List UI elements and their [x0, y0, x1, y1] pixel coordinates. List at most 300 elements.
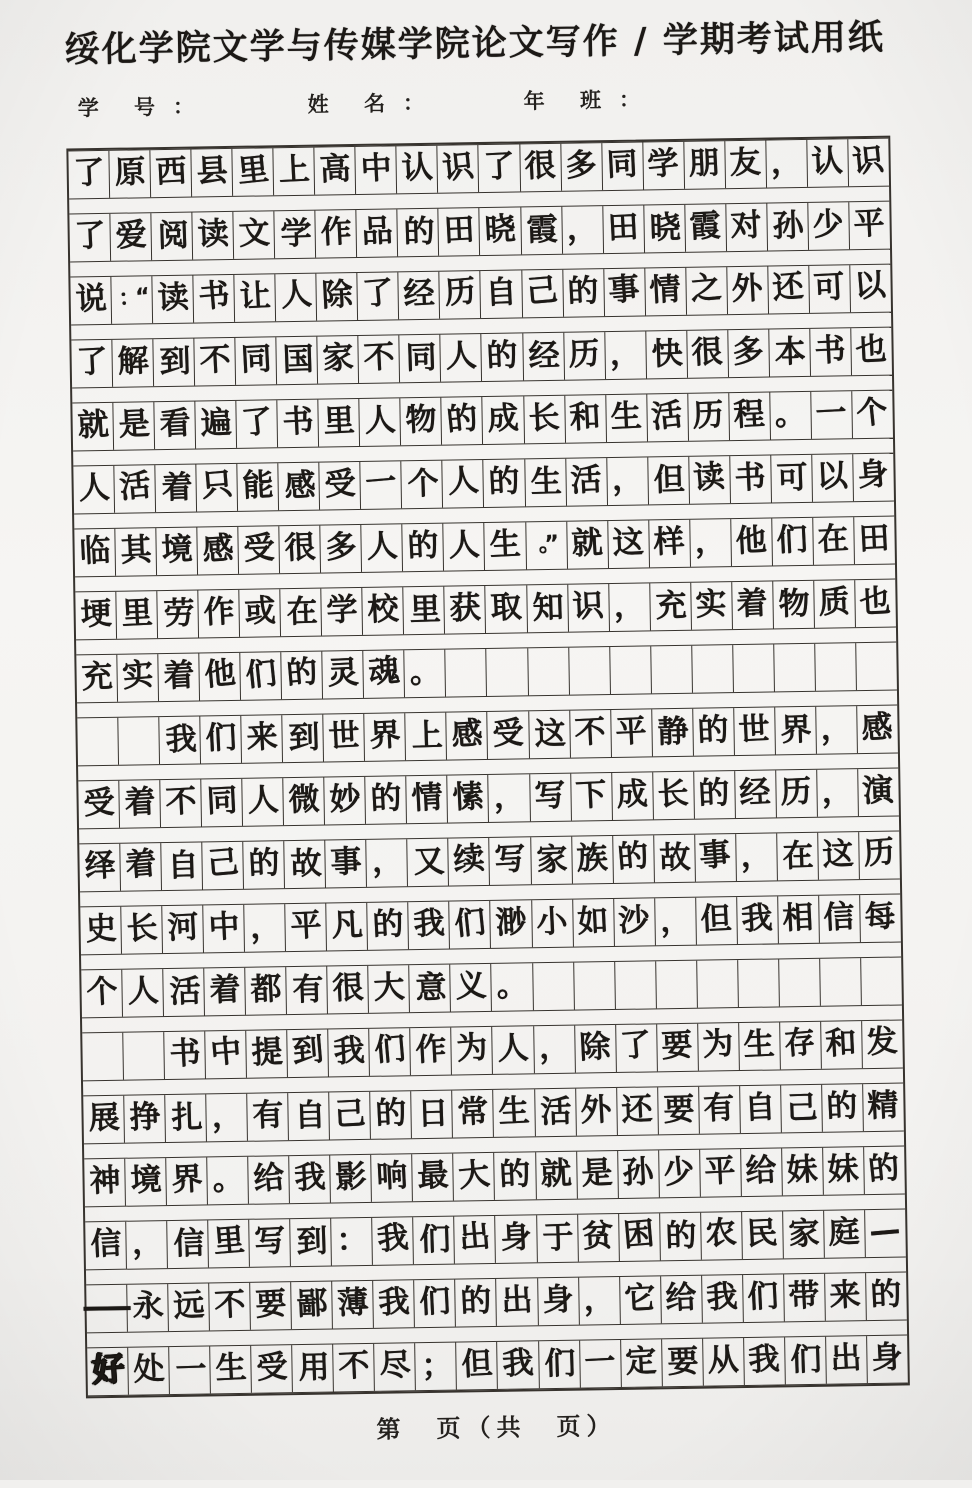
- handwritten-char: 家: [536, 841, 569, 879]
- grid-cell: [413, 1154, 455, 1202]
- handwritten-char: 学: [646, 144, 681, 184]
- essay-row: [77, 705, 898, 767]
- grid-cell: [238, 526, 280, 574]
- handwritten-char: 民: [745, 1214, 779, 1253]
- page-title: 绥化学院文学与传媒学院论文写作 / 学期考试用纸: [64, 16, 886, 71]
- handwritten-char: 这: [611, 523, 645, 562]
- handwritten-char: 成: [486, 399, 520, 438]
- handwritten-char: 或: [243, 592, 277, 631]
- handwritten-char: ，: [369, 841, 404, 880]
- handwritten-char: 可: [776, 459, 809, 497]
- grid-cell: [205, 1031, 247, 1079]
- grid-cell: [662, 1339, 704, 1387]
- handwritten-char: 的: [697, 774, 731, 813]
- handwritten-char: 个: [85, 973, 118, 1011]
- handwritten-char: 鄙: [295, 1285, 329, 1323]
- grid-cell: [536, 1152, 578, 1200]
- grid-cell: [119, 780, 161, 828]
- handwritten-char: 写: [253, 1222, 287, 1261]
- grid-cell: [860, 895, 901, 943]
- handwritten-char: 也: [855, 331, 888, 369]
- grid-cell: [526, 522, 568, 570]
- handwritten-char: 贫: [581, 1217, 615, 1256]
- grid-cell: [684, 141, 726, 189]
- handwritten-char: 。”: [537, 531, 555, 558]
- grid-cell: [110, 213, 152, 261]
- handwritten-char: ，: [693, 522, 727, 561]
- grid-cell: [373, 1217, 415, 1265]
- handwritten-char: 文: [237, 214, 271, 253]
- grid-cell: [201, 779, 243, 827]
- handwritten-char: 的: [696, 711, 730, 750]
- handwritten-char: 但: [653, 461, 686, 499]
- handwritten-char: 最: [416, 1157, 450, 1195]
- handwritten-char: 渺: [494, 903, 528, 942]
- handwritten-char: 定: [624, 1342, 658, 1381]
- grid-cell: [701, 1212, 743, 1260]
- grid-cell: [360, 398, 402, 446]
- handwritten-char: 如: [576, 902, 610, 941]
- handwritten-char: 族: [575, 839, 609, 878]
- grid-cell: [580, 1340, 622, 1388]
- grid-cell: [773, 581, 815, 629]
- grid-cell: [686, 267, 728, 315]
- grid-cell: [807, 139, 849, 187]
- handwritten-char: 友: [729, 144, 762, 182]
- grid-cell: [207, 1157, 249, 1205]
- grid-cell: [570, 710, 612, 758]
- grid-cell: [319, 399, 361, 447]
- grid-cell: [333, 1344, 375, 1392]
- grid-cell: [371, 1091, 413, 1139]
- grid-cell: [444, 523, 486, 571]
- handwritten-char: 少: [812, 205, 845, 244]
- handwritten-char: 要: [254, 1285, 288, 1324]
- handwritten-char: 的: [247, 844, 281, 883]
- grid-cell: [817, 769, 859, 817]
- handwritten-char: 是: [117, 405, 151, 444]
- grid-cell: [813, 517, 855, 565]
- handwritten-char: 历: [779, 773, 813, 811]
- handwritten-char: 书: [814, 331, 847, 370]
- grid-cell: [687, 330, 729, 378]
- handwritten-char: 灵: [326, 654, 360, 692]
- handwritten-char: 遍: [199, 404, 233, 442]
- handwritten-char: 活: [569, 461, 603, 500]
- handwritten-char: 们: [372, 1030, 407, 1069]
- grid-cell: [573, 899, 615, 947]
- grid-cell: [161, 842, 203, 890]
- handwritten-char: 就: [539, 1155, 573, 1193]
- handwritten-char: 可: [813, 268, 846, 307]
- grid-cell: [866, 1272, 907, 1320]
- handwritten-char: 的: [406, 527, 440, 565]
- handwritten-char: 了: [360, 274, 395, 313]
- grid-cell: [156, 528, 198, 576]
- handwritten-char: 薄: [336, 1284, 370, 1322]
- grid-cell: [374, 1343, 416, 1391]
- grid-cell: [783, 1211, 825, 1259]
- handwritten-char: 感: [283, 467, 317, 505]
- handwritten-char: 外: [730, 270, 764, 308]
- grid-cell: [618, 1150, 660, 1198]
- handwritten-char: 看: [158, 405, 192, 443]
- grid-cell: [457, 1342, 499, 1390]
- handwritten-char: 获: [448, 589, 482, 628]
- grid-cell: [857, 706, 898, 754]
- handwritten-char: 受: [242, 529, 276, 568]
- essay-row: [79, 1271, 907, 1333]
- handwritten-char: 神: [88, 1162, 121, 1200]
- grid-cell: [528, 648, 570, 696]
- handwritten-char: 到: [287, 719, 320, 757]
- grid-cell: [495, 1152, 537, 1200]
- handwritten-char: 霞: [688, 207, 722, 246]
- handwritten-char: 识: [440, 147, 476, 187]
- handwritten-char: 们: [775, 521, 809, 559]
- grid-cell: [659, 1150, 701, 1198]
- grid-cell: [739, 1022, 781, 1070]
- class-field: [523, 83, 700, 116]
- handwritten-char: 己: [525, 271, 560, 311]
- grid-cell: [79, 844, 121, 892]
- handwritten-char: 西: [154, 153, 188, 191]
- grid-cell: [867, 1335, 908, 1383]
- grid-cell: [126, 1221, 168, 1269]
- handwritten-char: 大: [372, 968, 406, 1007]
- handwritten-char: 们: [746, 1277, 780, 1316]
- grid-cell: [492, 963, 534, 1011]
- handwritten-char: 除: [578, 1028, 612, 1067]
- grid-cell: [76, 655, 118, 703]
- handwritten-char: 生: [488, 525, 522, 564]
- grid-cell: [407, 776, 449, 824]
- handwritten-char: 里: [120, 594, 154, 633]
- handwritten-char: 不: [337, 1347, 371, 1385]
- handwritten-char: 我: [332, 1032, 366, 1070]
- handwritten-char: 了: [73, 217, 107, 255]
- grid-cell: [239, 589, 281, 637]
- handwritten-char: 给: [664, 1279, 698, 1317]
- handwritten-char: 的: [371, 905, 405, 944]
- grid-cell: [736, 833, 778, 881]
- handwritten-char: 的: [459, 1282, 493, 1320]
- grid-cell: [537, 1215, 579, 1263]
- grid-cell: [367, 839, 409, 887]
- handwritten-char: 己: [786, 1089, 819, 1127]
- grid-cell: [320, 462, 362, 510]
- grid-cell: [523, 333, 565, 381]
- grid-cell: [150, 150, 192, 198]
- grid-cell: [609, 583, 651, 631]
- grid-cell: [539, 1341, 581, 1389]
- handwritten-char: 境: [129, 1161, 162, 1200]
- handwritten-char: 的: [369, 779, 403, 818]
- grid-cell: [322, 588, 364, 636]
- grid-cell: [356, 146, 398, 194]
- handwritten-char: 的: [869, 1276, 903, 1314]
- grid-cell: [615, 961, 657, 1009]
- grid-cell: [274, 148, 316, 196]
- grid-cell: [603, 205, 645, 253]
- grid-cell: [450, 901, 492, 949]
- handwritten-char: 他: [734, 522, 768, 560]
- grid-cell: [204, 968, 246, 1016]
- grid-cell: [778, 896, 820, 944]
- handwritten-char: 的: [616, 837, 651, 876]
- grid-cell: [328, 1029, 370, 1077]
- handwritten-char: 我: [375, 1219, 410, 1258]
- grid-cell: [453, 1090, 495, 1138]
- grid-cell: [157, 590, 199, 638]
- grid-cell: [456, 1279, 498, 1327]
- handwritten-char: 只: [199, 465, 234, 505]
- handwritten-char: 阅: [156, 217, 189, 255]
- handwritten-char: 历: [862, 833, 897, 873]
- grid-cell: [527, 585, 569, 633]
- grid-cell: [816, 706, 858, 754]
- handwritten-char: 要: [667, 1343, 700, 1381]
- handwritten-char: 活: [539, 1093, 573, 1131]
- handwritten-char: 为: [454, 1029, 489, 1068]
- grid-cell: [194, 338, 236, 386]
- grid-cell: [525, 459, 567, 507]
- handwritten-char: 续: [451, 840, 486, 879]
- handwritten-char: 身: [541, 1281, 575, 1319]
- grid-cell: [576, 1088, 618, 1136]
- grid-cell: [234, 211, 276, 259]
- grid-cell: [727, 267, 769, 315]
- handwritten-char: 田: [858, 520, 891, 558]
- handwritten-char: 活: [168, 973, 201, 1011]
- handwritten-char: 有: [251, 1096, 285, 1135]
- handwritten-char: 们: [243, 655, 279, 695]
- grid-cell: [289, 1155, 331, 1203]
- handwritten-char: 到: [290, 1031, 325, 1071]
- handwritten-char: ，: [582, 1280, 616, 1319]
- handwritten-char: 。: [774, 395, 807, 433]
- grid-cell: [647, 394, 689, 442]
- grid-cell: [120, 843, 162, 891]
- grid-cell: [242, 778, 284, 826]
- grid-cell: [853, 454, 894, 502]
- handwritten-char: 给: [251, 1158, 286, 1198]
- essay-row: [81, 957, 902, 1019]
- grid-cell: [162, 905, 204, 953]
- grid-cell: [362, 524, 404, 572]
- handwritten-char: 人: [77, 469, 111, 507]
- handwritten-char: ；: [420, 1347, 453, 1385]
- handwritten-char: 存: [783, 1023, 818, 1063]
- name-value: [424, 109, 484, 110]
- handwritten-char: 同: [205, 782, 239, 820]
- grid-cell: [808, 202, 850, 250]
- grid-cell: [290, 1218, 332, 1266]
- handwritten-char: 展: [87, 1099, 120, 1137]
- grid-cell: [366, 776, 408, 824]
- grid-cell: [235, 274, 277, 322]
- grid-cell: [402, 461, 444, 509]
- grid-cell: [195, 401, 237, 449]
- handwritten-char: ，: [770, 143, 803, 181]
- grid-cell: [818, 832, 860, 880]
- grid-cell: [744, 1337, 786, 1385]
- grid-cell: [646, 331, 688, 379]
- page-footer: 第 页（共 页）: [376, 1411, 617, 1444]
- handwritten-char: 孙: [772, 207, 805, 245]
- handwritten-char: 临: [78, 532, 112, 570]
- grid-cell: [612, 772, 654, 820]
- grid-cell: [529, 711, 571, 759]
- essay-row: [69, 201, 890, 263]
- grid-cell: [735, 770, 777, 818]
- handwritten-char: 都: [249, 970, 283, 1009]
- handwritten-char: 静: [657, 713, 690, 751]
- grid-cell: [166, 1157, 208, 1205]
- handwritten-char: 我: [377, 1283, 411, 1322]
- grid-cell: [363, 587, 405, 635]
- grid-cell: [738, 959, 780, 1007]
- handwritten-char: 就: [570, 524, 604, 563]
- handwritten-char: 校: [366, 590, 400, 629]
- grid-cell: [445, 586, 487, 634]
- grid-cell: [532, 900, 574, 948]
- grid-cell: [357, 209, 399, 257]
- grid-cell: [657, 1024, 699, 1072]
- grid-cell: [206, 1094, 248, 1142]
- grid-cell: [111, 276, 153, 324]
- grid-cell: [197, 527, 239, 575]
- handwritten-char: 发: [865, 1022, 900, 1062]
- handwritten-char: ，: [610, 459, 645, 499]
- handwritten-char: 里: [211, 1221, 246, 1261]
- grid-cell: [154, 402, 196, 450]
- grid-cell: [578, 1214, 620, 1262]
- grid-cell: [497, 1278, 539, 1326]
- grid-cell: [533, 963, 575, 1011]
- handwritten-char: 书: [733, 459, 767, 497]
- handwritten-char: 历: [567, 335, 601, 374]
- grid-cell: [569, 647, 611, 695]
- handwritten-char: 事: [607, 270, 642, 310]
- handwritten-char: 认: [811, 142, 844, 181]
- handwritten-char: 受: [255, 1348, 289, 1387]
- grid-cell: [163, 968, 205, 1016]
- grid-cell: [287, 1030, 329, 1078]
- handwritten-char: 同: [239, 340, 273, 379]
- grid-cell: [441, 334, 483, 382]
- grid-cell: [237, 400, 279, 448]
- grid-cell: [740, 1085, 782, 1133]
- handwritten-char: 的: [284, 653, 319, 693]
- grid-cell: [69, 214, 111, 262]
- handwritten-char: 上: [410, 717, 444, 755]
- grid-cell: [454, 1153, 496, 1201]
- handwritten-char: 和: [568, 398, 602, 437]
- handwritten-char: 作: [202, 593, 236, 631]
- grid-cell: [852, 391, 893, 439]
- grid-cell: [812, 454, 854, 502]
- handwritten-char: 人: [444, 337, 478, 376]
- handwritten-char: 和: [824, 1024, 858, 1063]
- handwritten-char: 。: [495, 966, 529, 1005]
- grid-cell: [697, 960, 739, 1008]
- grid-cell: [493, 1026, 535, 1074]
- grid-cell: [116, 591, 158, 639]
- grid-cell: [661, 1276, 703, 1324]
- grid-cell: [404, 587, 446, 635]
- handwritten-char: 于: [541, 1219, 575, 1257]
- grid-cell: [236, 337, 278, 385]
- grid-cell: [486, 585, 528, 633]
- grid-cell: [768, 266, 810, 314]
- handwritten-char: 品: [360, 212, 394, 251]
- grid-cell: [775, 707, 817, 755]
- handwritten-char: 学: [325, 591, 359, 630]
- handwritten-char: 是: [580, 1154, 614, 1193]
- handwritten-char: 在: [782, 837, 815, 875]
- handwritten-char: 中: [208, 1032, 243, 1072]
- handwritten-char: 一: [174, 1351, 207, 1389]
- handwritten-char: 除: [320, 276, 354, 315]
- essay-row: [80, 894, 901, 956]
- grid-cell: [84, 1159, 126, 1207]
- grid-cell: [821, 1021, 863, 1069]
- grid-cell: [644, 205, 686, 253]
- grid-cell: [825, 1273, 867, 1321]
- grid-cell: [452, 1027, 494, 1075]
- handwritten-char: 着: [208, 971, 242, 1009]
- grid-cell: [244, 904, 286, 952]
- handwritten-char: 人: [126, 972, 160, 1011]
- grid-cell: [856, 643, 897, 691]
- handwritten-char: 家: [788, 1215, 821, 1253]
- grid-cell: [572, 836, 614, 884]
- grid-cell: [479, 144, 521, 192]
- grid-cell: [317, 273, 359, 321]
- handwritten-char: 自: [166, 847, 199, 885]
- grid-cell: [280, 526, 322, 574]
- grid-cell: [122, 969, 164, 1017]
- handwritten-char: 自: [293, 1097, 326, 1135]
- grid-cell: [785, 1337, 827, 1385]
- grid-cell: [767, 203, 809, 251]
- handwritten-char: 我: [705, 1278, 739, 1317]
- handwritten-char: 自: [743, 1088, 777, 1127]
- essay-row: [83, 1082, 904, 1144]
- handwritten-char: 书: [168, 1035, 202, 1073]
- handwritten-char: 生: [214, 1349, 248, 1387]
- handwritten-char: 能: [241, 466, 275, 505]
- handwritten-char: 受: [491, 714, 525, 753]
- handwritten-char: 要: [660, 1027, 694, 1065]
- handwritten-char: 外: [579, 1091, 613, 1130]
- handwritten-char: 生: [742, 1025, 776, 1064]
- handwritten-char: 上: [277, 151, 311, 189]
- handwritten-char: 长: [125, 909, 159, 948]
- grid-cell: [284, 841, 326, 889]
- handwritten-char: 晓: [483, 210, 517, 249]
- grid-cell: [685, 204, 727, 252]
- grid-cell: [652, 709, 694, 757]
- essay-row: [70, 264, 891, 326]
- handwritten-char: 我: [293, 1159, 327, 1197]
- handwritten-char: 里: [408, 591, 442, 629]
- handwritten-char: 平: [703, 1152, 737, 1191]
- grid-cell: [83, 1096, 125, 1144]
- grid-cell: [446, 649, 488, 697]
- handwritten-char: ：: [335, 1221, 369, 1259]
